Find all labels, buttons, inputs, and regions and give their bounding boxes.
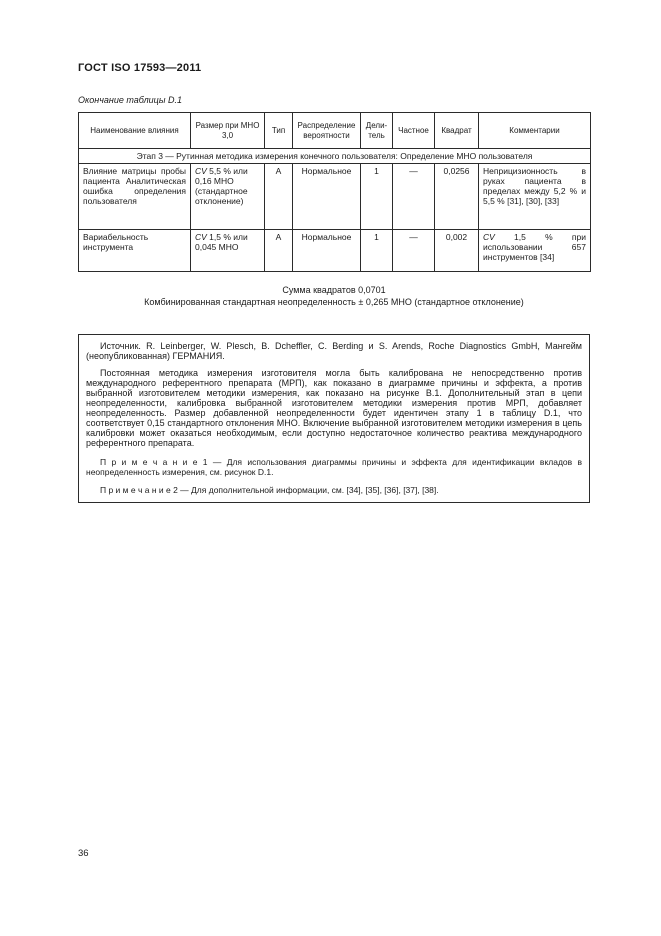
size-text: 1,5 % или 0,045 МНО <box>195 232 248 253</box>
cell-comment <box>479 230 591 272</box>
page-content <box>78 62 590 503</box>
source-paragraph: Источник. R. Leinberger, W. Plesch, B. Dcheffler, C. Berding и S. Arends, Roche Diagnostics GmbH, Мангейм (неопубликованная) ГЕРМАНИЯ. <box>86 341 582 361</box>
cell-size <box>191 164 265 230</box>
cell-quotient: — <box>393 164 435 230</box>
comment-text: Неприцизионность в руках пациента в пределах между 5,2 % и 5,5 % [31], [30], [33] <box>483 166 586 207</box>
table-row <box>79 230 591 272</box>
doc-title: ГОСТ ISO 17593—2011 <box>78 62 202 74</box>
cell-size <box>191 230 265 272</box>
col-header-comments: Комментарии <box>479 113 591 149</box>
table-caption: Окончание таблицы D.1 <box>78 95 182 105</box>
col-header-square: Квадрат <box>435 113 479 149</box>
notes-box <box>78 334 590 503</box>
col-header-quotient: Частное <box>393 113 435 149</box>
table-header-row <box>79 113 591 149</box>
cell-quotient: — <box>393 230 435 272</box>
col-header-type: Тип <box>265 113 293 149</box>
cell-divider: 1 <box>361 230 393 272</box>
combined-uncertainty-line: Комбинированная стандартная неопределенность ± 0,265 МНО (стандартное отклонение) <box>144 297 524 307</box>
size-text: 5,5 % или 0,16 МНО (стандартное отклонение) <box>195 166 248 207</box>
cell-comment <box>479 164 591 230</box>
col-header-size-at-inr: Размер при МНО 3,0 <box>191 113 265 149</box>
cv-label: CV <box>195 166 207 176</box>
col-header-divider: Дели- тель <box>361 113 393 149</box>
page-number: 36 <box>78 848 89 859</box>
col-header-probability-distribution: Распределение вероятности <box>293 113 361 149</box>
cell-distribution: Нормальное <box>293 230 361 272</box>
cv-label: CV <box>483 232 495 242</box>
table-section-row <box>79 149 591 164</box>
section-row-label: Этап 3 — Рутинная методика измерения конечного пользователя: Определение МНО пользователя <box>79 149 591 164</box>
cell-type: А <box>265 164 293 230</box>
body-paragraph: Постоянная методика измерения изготовителя могла быть калибрована не непосредственно против международного референтного препарата (МРП), как показано в диаграмме причины и эффекта, а против выбранной изготовителем методики измерения, как показано на рисунке В.1. Дополнительный этап в цепи неопределенности, калибровка выбранной изготовителем методики измерения против МРП, добавляет неопределенность. Размер добавленной неопределенности будет идентичен этапу 1 в таблицу D.1, что соответствует 0,15 стандартного отклонения МНО. Включение выбранной изготовителем методики измерения в цепь калибровки может оказаться необходимым, если доступно недостаточное количество реактива международного референтного препарата. <box>86 368 582 448</box>
cv-label: CV <box>195 232 207 242</box>
cell-square: 0,002 <box>435 230 479 272</box>
cell-influence-name: Вариабельность инструмента <box>79 230 191 272</box>
sum-of-squares-line: Сумма квадратов 0,0701 <box>282 285 386 295</box>
comment-text: 1,5 % при использовании 657 инструментов [34] <box>483 232 586 263</box>
cell-distribution: Нормальное <box>293 164 361 230</box>
cell-divider: 1 <box>361 164 393 230</box>
cell-type: А <box>265 230 293 272</box>
cell-influence-name: Влияние матрицы пробы пациента Аналитическая ошибка определения пользователя <box>79 164 191 230</box>
col-header-influence-name: Наименование влияния <box>79 113 191 149</box>
note-1: П р и м е ч а н и е 1 — Для использования диаграммы причины и эффекта для идентификации вкладов в неопределенность измерения, см. рисунок D.1. <box>86 457 582 477</box>
table-row <box>79 164 591 230</box>
cell-square: 0,0256 <box>435 164 479 230</box>
note-2: П р и м е ч а н и е 2 — Для дополнительной информации, см. [34], [35], [36], [37], [38]. <box>100 485 439 495</box>
uncertainty-table <box>78 112 591 272</box>
